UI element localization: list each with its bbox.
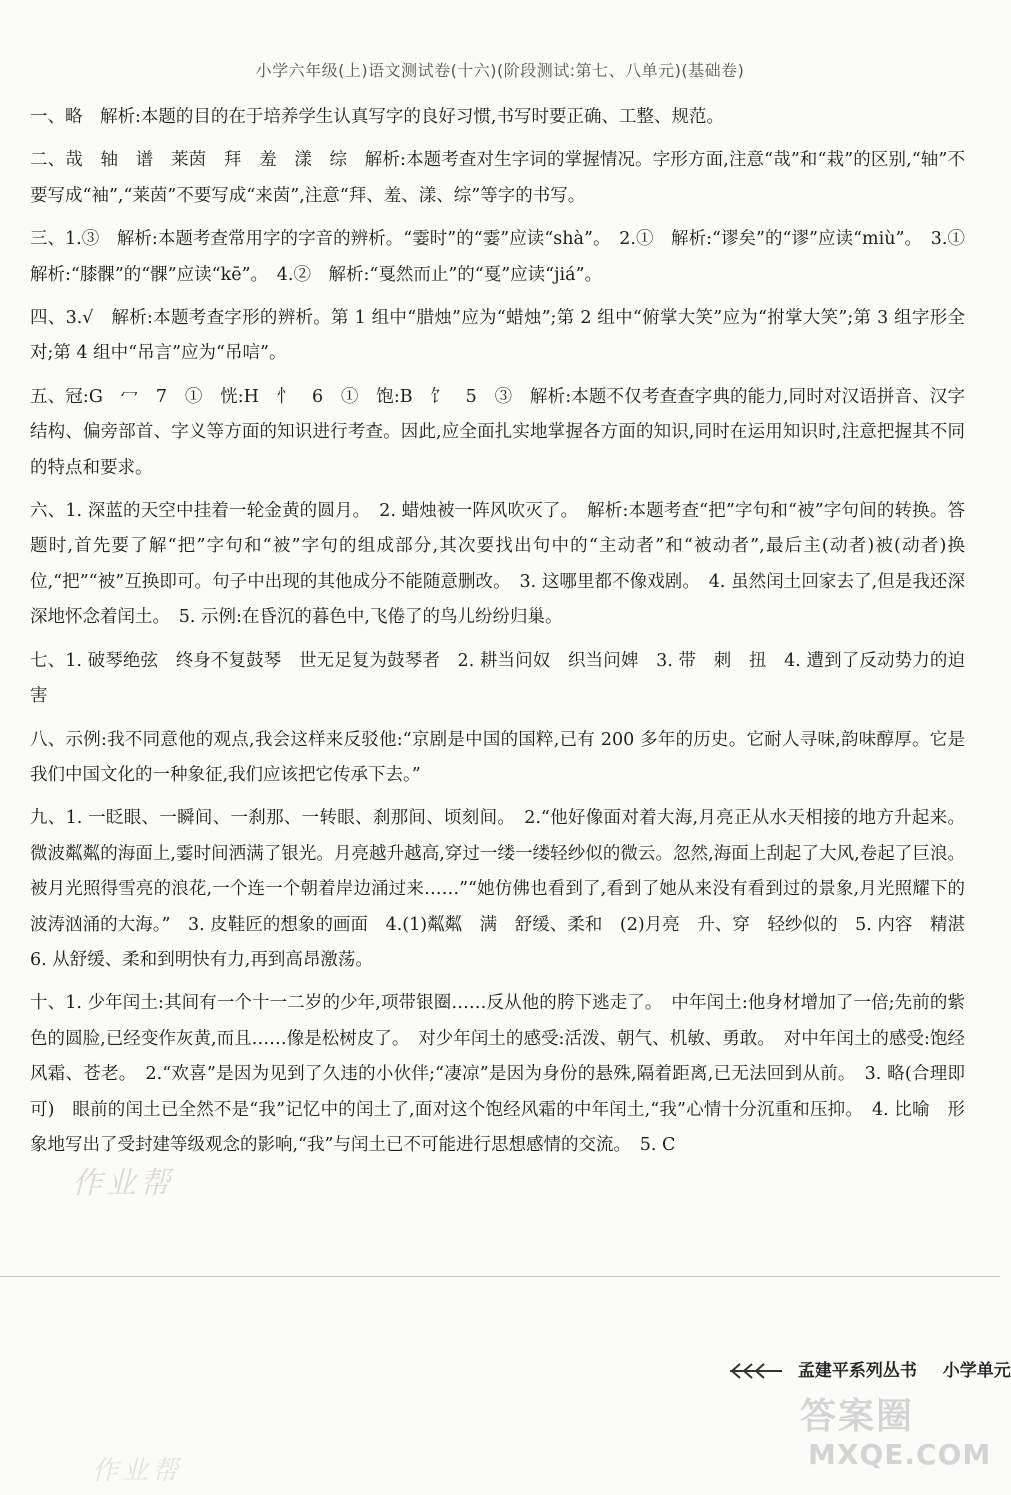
answer-section-9: 九、1. 一眨眼、一瞬间、一刹那、一转眼、刹那间、顷刻间。 2.“他好像面对着大海,月亮正从水天相接的地方升起来。微波粼粼的海面上,霎时间洒满了银光。月亮越升越高,穿过一缕一缕轻纱似的微云。忽然,海面上刮起了大风,卷起了巨浪。被月光照得雪亮的浪花,一个连一个朝着岸边涌过来……”“她仿佛也看到了,看到了她从来没有看到过的景象,月光照耀下的波涛汹涌的大海。” 3. 皮鞋匠的想象的画面 4.(1)粼粼 满 舒缓、柔和 (2)月亮 升、穿 轻纱似的 5. 内容 精湛 6. 从舒缓、柔和到明快有力,再到高昂激荡。 [30,808,983,970]
answer-list [30,100,983,1171]
watermark-site-name: 答案圈 [800,1396,915,1437]
answer-section-2: 二、哉 轴 谱 莱茵 拜 羞 漾 综 解析:本题考查对生字词的掌握情况。字形方面,注意“哉”和“栽”的区别,“轴”不要写成“袖”,“莱茵”不要写成“来茵”,注意“拜、羞、漾、综”等字的书写。 [30,150,965,206]
answer-section-3: 三、1.③ 解析:本题考查常用字的字音的辨析。“霎时”的“霎”应读“shà”。 2.① 解析:“谬矣”的“谬”应读“miù”。 3.① 解析:“膝髁”的“髁”应读“kē”。 4.② 解析:“戛然而止”的“戛”应读“jiá”。 [30,229,983,285]
book-name: 小学单元 [942,1361,1011,1381]
answer-section-4: 四、3.√ 解析:本题考查字形的辨析。第 1 组中“腊烛”应为“蜡烛”;第 2 组中“俯掌大笑”应为“拊掌大笑”;第 3 组字形全对;第 4 组中“吊言”应为“吊唁”。 [30,308,965,364]
series-name: 孟建平系列丛书 [797,1361,917,1381]
answer-section-8: 八、示例:我不同意他的观点,我会这样来反驳他:“京剧是中国的国粹,已有 200 多年的历史。它耐人寻味,韵味醇厚。它是我们中国文化的一种象征,我们应该把它传承下去。” [30,729,965,785]
footer-series [728,1356,1011,1384]
answer-section-10: 十、1. 少年闰土:其间有一个十一二岁的少年,项带银圈……反从他的胯下逃走了。 中年闰土:他身材增加了一倍;先前的紫色的圆脸,已经变作灰黄,而且……像是松树皮了。 对少年闰土的感受:活泼、朝气、机敏、勇敢。 对中年闰土的感受:饱经风霜、苍老。 2.“欢喜”是因为见到了久违的小伙伴;“凄凉”是因为身份的悬殊,隔着距离,已无法回到从前。 3. 略(合理即可) 眼前的闰土已全然不是“我”记忆中的闰土了,面对这个饱经风霜的中年闰土,“我”心情十分沉重和压抑。 4. 比喻 形象地写出了受封建等级观念的影响,“我”与闰土已不可能进行思想感情的交流。 5. C [30,993,965,1155]
arrow-left-icon [728,1361,784,1381]
answer-section-1: 一、略 解析:本题的目的在于培养学生认真写字的良好习惯,书写时要正确、工整、规范。 [30,107,724,127]
answer-section-6: 六、1. 深蓝的天空中挂着一轮金黄的圆月。 2. 蜡烛被一阵风吹灭了。 解析:本题考查“把”字句和“被”字句间的转换。答题时,首先要了解“把”字句和“被”字句的组成部分,其次要找出句中的“主动者”和“被动者”,最后主(动者)被(动者)换位,“把”“被”互换即可。句子中出现的其他成分不能随意删改。 3. 这哪里都不像戏剧。 4. 虽然闰土回家去了,但是我还深深地怀念着闰土。 5. 示例:在昏沉的暮色中,飞倦了的鸟儿纷纷归巢。 [30,501,965,628]
watermark-site-url: MXQE.COM [808,1438,992,1471]
watermark-stamp-bottom: 作业帮 [92,1456,183,1486]
answer-section-7: 七、1. 破琴绝弦 终身不复鼓琴 世无足复为鼓琴者 2. 耕当问奴 织当问婢 3. 带 刺 扭 4. 遭到了反动势力的迫害 [30,650,965,707]
page-title: 小学六年级(上)语文测试卷(十六)(阶段测试:第七、八单元)(基础卷) [255,61,745,80]
watermark-stamp: 作业帮 [72,1166,174,1201]
answer-section-5: 五、冠:G 冖 7 ① 恍:H 忄 6 ① 饱:B 饣 5 ③ 解析:本题不仅考查查字典的能力,同时对汉语拼音、汉字结构、偏旁部首、字义等方面的知识进行考查。因此,应全面扎实地掌握各方面的知识,同时在运用知识时,注意把握其不同的特点和要求。 [30,386,965,478]
page-divider [0,1276,1000,1277]
